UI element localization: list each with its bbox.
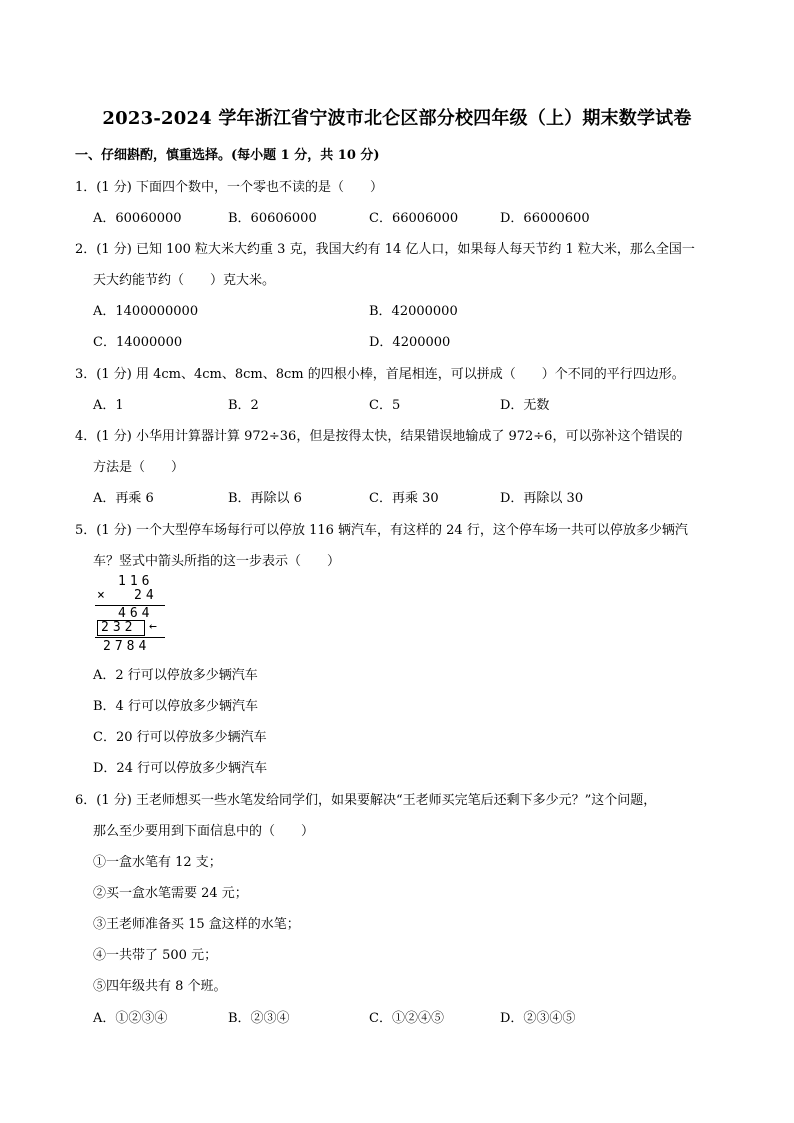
q1-option-d: D．66000600	[500, 211, 590, 226]
calc-row-partial-2: 232	[101, 620, 137, 635]
q1-option-a: A．60060000	[93, 211, 182, 226]
info-item-3: ③王老师准备买 15 盒这样的水笔；	[93, 917, 300, 932]
question-4-line-2: 方法是（ ）	[93, 460, 185, 475]
info-item-1: ①一盒水笔有 12 支；	[93, 855, 222, 870]
q4-option-d: D．再除以 30	[500, 491, 584, 506]
vertical-multiplication	[93, 574, 173, 654]
q5-option-c: C．20 行可以停放多少辆汽车	[93, 730, 267, 745]
calc-row-product: 2784	[103, 639, 151, 654]
calc-row-multiplier: 24	[134, 588, 158, 603]
calc-row-partial-1: 464	[118, 606, 154, 621]
q3-option-a: A．1	[93, 398, 124, 413]
question-3: 3．(1 分) 用 4cm、4cm、8cm、8cm 的四根小棒，首尾相连，可以拼成（ ）个不同的平行四边形。	[75, 367, 685, 382]
q5-option-a: A．2 行可以停放多少辆汽车	[93, 668, 258, 683]
q1-option-c: C．66006000	[369, 211, 459, 226]
q4-option-b: B．再除以 6	[228, 491, 302, 506]
question-1: 1．(1 分) 下面四个数中，一个零也不读的是（ ）	[75, 180, 383, 195]
question-5-line-1: 5．(1 分) 一个大型停车场每行可以停放 116 辆汽车，有这样的 24 行，这个停车场一共可以停放多少辆汽	[75, 523, 688, 538]
q6-option-b: B．②③④	[228, 1011, 290, 1026]
question-6-line-1: 6．(1 分) 王老师想买一些水笔发给同学们，如果要解决“王老师买完笔后还剩下多少元？”这个问题，	[75, 793, 657, 808]
q4-option-a: A．再乘 6	[93, 491, 154, 506]
q6-option-d: D．②③④⑤	[500, 1011, 576, 1026]
q6-option-a: A．①②③④	[93, 1011, 168, 1026]
calc-times-sign: ×	[97, 588, 109, 603]
question-2-line-2: 天大约能节约（ ）克大米。	[93, 273, 276, 288]
arrow-icon: ←	[149, 619, 157, 634]
q2-option-c: C．14000000	[93, 335, 183, 350]
info-item-4: ④一共带了 500 元；	[93, 948, 218, 963]
q5-option-d: D．24 行可以停放多少辆汽车	[93, 761, 268, 776]
section-heading: 一、仔细斟酌，慎重选择。(每小题 1 分，共 10 分)	[75, 148, 380, 163]
q5-option-b: B．4 行可以停放多少辆汽车	[93, 699, 258, 714]
calc-row-multiplicand: 116	[118, 574, 154, 589]
info-item-5: ⑤四年级共有 8 个班。	[93, 979, 227, 994]
q2-option-b: B．42000000	[369, 304, 458, 319]
question-5-line-2: 车？竖式中箭头所指的这一步表示（ ）	[93, 554, 341, 569]
question-4-line-1: 4．(1 分) 小华用计算器计算 972÷36，但是按得太快，结果错误地输成了 972÷6，可以弥补这个错误的	[75, 429, 683, 444]
q6-option-c: C．①②④⑤	[369, 1011, 444, 1026]
q2-option-a: A．1400000000	[93, 304, 199, 319]
question-6-line-2: 那么至少要用到下面信息中的（ ）	[93, 824, 315, 839]
q3-option-d: D．无数	[500, 398, 550, 413]
page-title: 2023-2024 学年浙江省宁波市北仑区部分校四年级（上）期末数学试卷	[102, 108, 692, 129]
q3-option-c: C．5	[369, 398, 401, 413]
q3-option-b: B．2	[228, 398, 259, 413]
q4-option-c: C．再乘 30	[369, 491, 439, 506]
calc-line-2	[95, 637, 165, 638]
q2-option-d: D．4200000	[369, 335, 451, 350]
info-item-2: ②买一盒水笔需要 24 元；	[93, 886, 248, 901]
question-2-line-1: 2．(1 分) 已知 100 粒大米大约重 3 克，我国大约有 14 亿人口，如果每人每天节约 1 粒大米，那么全国一	[75, 242, 695, 257]
q1-option-b: B．60606000	[228, 211, 317, 226]
